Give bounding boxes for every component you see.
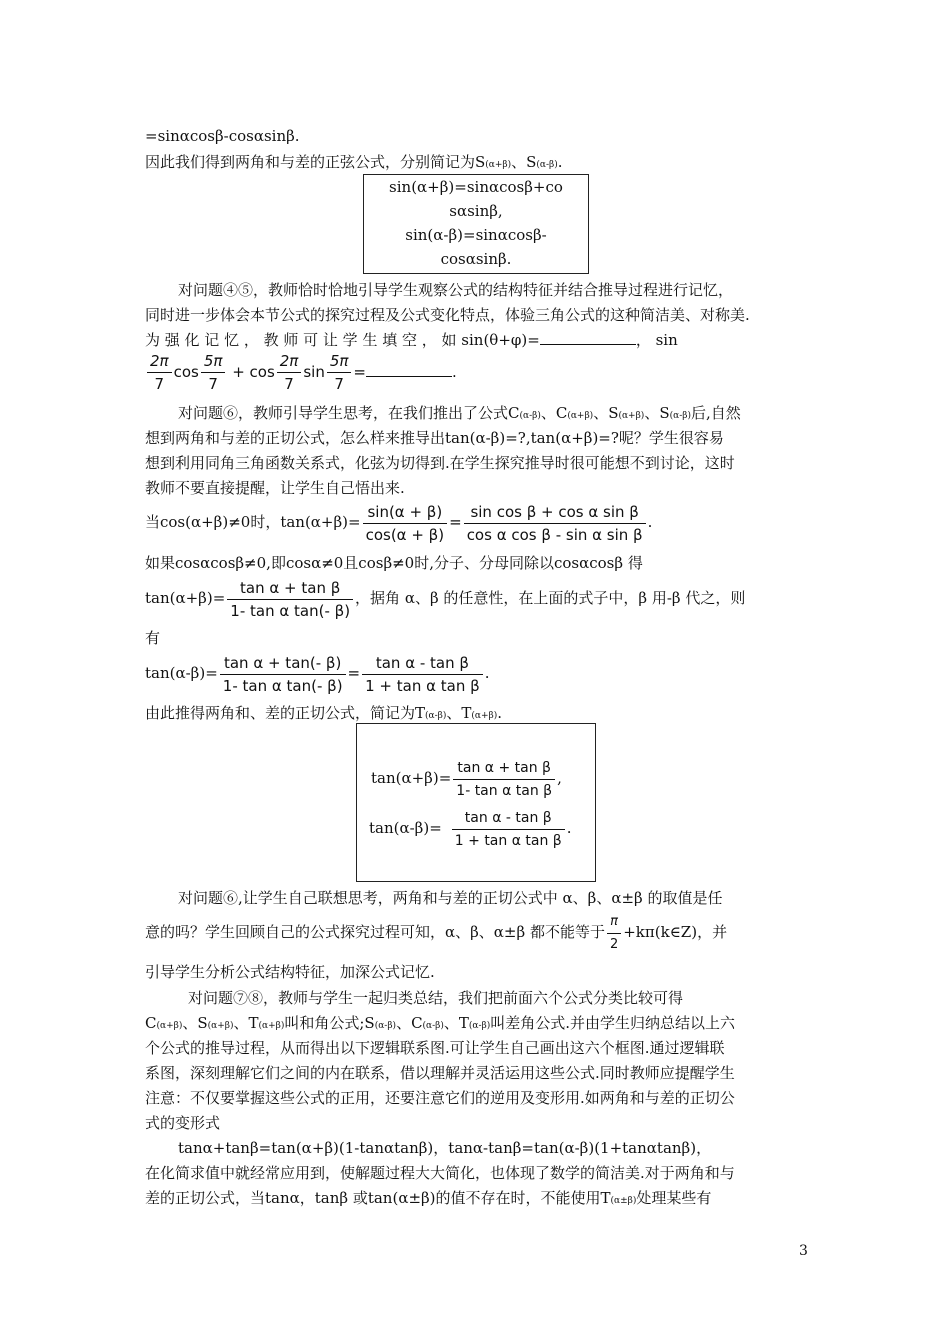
fill-blank [366, 362, 452, 377]
text-line: 个公式的推导过程，从而得出以下逻辑联系图.可让学生自己画出这六个框图.通过逻辑联 [145, 1039, 725, 1057]
text-line: =sinαcosβ-cosαsinβ. [145, 127, 300, 145]
sine-formula-box [363, 174, 589, 274]
text-line: 对问题⑦⑧，教师与学生一起归类总结，我们把前面六个公式分类比较可得 [188, 989, 684, 1007]
text-line: 对问题⑥,让学生自己联想思考，两角和与差的正切公式中 α、β、α±β 的取值是任 [178, 889, 723, 907]
fill-blank [540, 330, 636, 345]
text-line: 有 [145, 629, 161, 647]
text-line: 对问题⑥，教师引导学生思考，在我们推出了公式C(α-β)、C(α+β)、S(α+β)、S(α-β)后,自然 [178, 404, 741, 422]
text-line: 同时进一步体会本节公式的探究过程及公式变化特点，体验三角公式的这种简洁美、对称美. [145, 306, 750, 324]
fraction-expression: 当cos(α+β)≠0时，tan(α+β)= $\frac{\sin(\alpha + \beta)}{\cos(\alpha + \beta)}$ = $\frac{\text{sin cos β + cos α sin β}}{\text{cos α cos β - sin α sin β}}$ . [145, 502, 653, 544]
formula-line: sαsinβ, [449, 202, 503, 220]
text-line: 教师不要直接提醒，让学生自己悟出来. [145, 479, 405, 497]
page-number: 3 [799, 1243, 808, 1259]
formula-line: tan(α+β)= $\frac{\text{tan α + tan β}}{\text{1- tan α tan β}}$ , [371, 759, 562, 799]
fraction-expression: tan(α+β)= $\frac{\text{tan α + tan β}}{\text{1- tan α tan(- β)}}$ ，据角 α、β 的任意性，在上面的式子中，β 用-β 代之，则 [145, 578, 746, 620]
fraction-expression: $\frac{2\pi}{7}$ cos $\frac{5\pi}{7}$ + cos $\frac{2\pi}{7}$ sin $\frac{5\pi}{7}$ = . [145, 350, 457, 394]
formula-line: sin(α-β)=sinαcosβ- [405, 226, 547, 244]
text-line: 意的吗？学生回顾自己的公式探究过程可知，α、β、α±β 都不能等于 $\frac{\pi}{2}$ +kπ(k∈Z)，并 [145, 913, 728, 952]
tangent-formula-box [356, 723, 596, 882]
formula-line: sin(α+β)=sinαcosβ+co [389, 178, 563, 196]
formula-line: tan(α-β)= $\frac{\text{tan α - tan β}}{\text{1 + tan α tan β}}$ . [369, 809, 572, 849]
text-line: tanα+tanβ=tan(α+β)(1-tanαtanβ)，tanα-tanβ=tan(α-β)(1+tanαtanβ)， [178, 1139, 712, 1157]
fraction-expression: tan(α-β)= $\frac{\text{tan α + tan(- β)}}{\text{1- tan α tan(- β)}}$ = $\frac{\text{tan α - tan β}}{\text{1 + tan α tan β}}$ . [145, 653, 490, 695]
text-line: 因此我们得到两角和与差的正弦公式，分别简记为S(α+β)、S(α-β). [145, 153, 563, 171]
text-line: 引导学生分析公式结构特征，加深公式记忆. [145, 963, 435, 981]
text-line: 注意：不仅要掌握这些公式的正用，还要注意它们的逆用及变形用.如两角和与差的正切公 [145, 1089, 735, 1107]
text-line: 在化简求值中就经常应用到，使解题过程大大简化，也体现了数学的简洁美.对于两角和与 [145, 1164, 735, 1182]
text-line: 对问题④⑤，教师恰时恰地引导学生观察公式的结构特征并结合推导过程进行记忆， [178, 281, 734, 299]
text-line: 差的正切公式，当tanα，tanβ 或tan(α±β)的值不存在时，不能使用T(α±β)处理某些有 [145, 1189, 712, 1207]
text-line: C(α+β)、S(α+β)、T(α+β)叫和角公式;S(α-β)、C(α-β)、T(α-β)叫差角公式.并由学生归纳总结以上六 [145, 1014, 736, 1032]
formula-line: cosαsinβ. [440, 250, 512, 268]
text-line: 系图，深刻理解它们之间的内在联系，借以理解并灵活运用这些公式.同时教师应提醒学生 [145, 1064, 735, 1082]
text-line: 由此推得两角和、差的正切公式，简记为T(α-β)、T(α+β). [145, 704, 503, 722]
text-line: 想到利用同角三角函数关系式，化弦为切得到.在学生探究推导时很可能想不到讨论，这时 [145, 454, 735, 472]
text-line: 如果cosαcosβ≠0,即cosα≠0且cosβ≠0时,分子、分母同除以cosαcosβ 得 [145, 554, 643, 572]
text-line: 式的变形式 [145, 1114, 221, 1132]
text-line: 想到两角和与差的正切公式，怎么样来推导出tan(α-β)=?,tan(α+β)=?呢？学生很容易 [145, 429, 724, 447]
text-line: 为 强 化 记 忆 ， 教 师 可 让 学 生 填 空 ， 如 sin(θ+φ)= ， sin [145, 331, 678, 349]
